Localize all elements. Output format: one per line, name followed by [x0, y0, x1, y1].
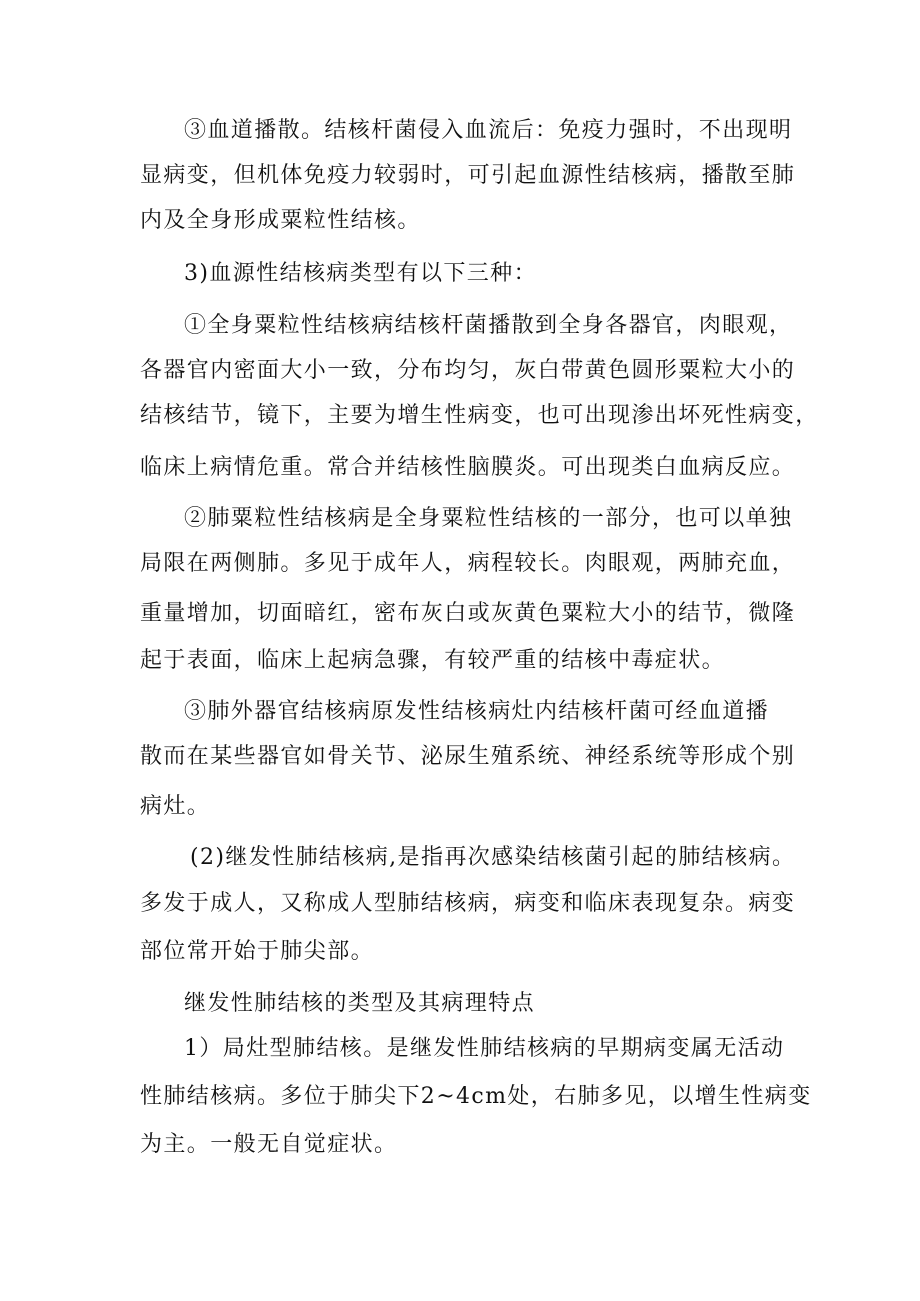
paragraph-line: 3)血源性结核病类型有以下三种：	[184, 261, 537, 286]
paragraph-line: 各器官内密面大小一致，分布均匀，灰白带黄色圆形粟粒大小的	[140, 358, 796, 383]
paragraph-line: 散而在某些器官如骨关节、泌尿生殖系统、神经系统等形成个别	[140, 744, 796, 769]
paragraph-line: (2)继发性肺结核病,是指再次感染结核菌引起的肺结核病。	[190, 845, 796, 870]
paragraph-line: 结核结节，镜下，主要为增生性病变，也可出现渗出坏死性病变，	[140, 403, 819, 428]
section-heading: 继发性肺结核的类型及其病理特点	[184, 991, 536, 1016]
paragraph-line: 为主。一般无自觉症状。	[140, 1132, 398, 1157]
paragraph-line: 多发于成人，又称成人型肺结核病，病变和临床表现复杂。病变	[140, 891, 796, 916]
paragraph-line: ①全身粟粒性结核病结核杆菌播散到全身各器官，肉眼观，	[184, 313, 793, 338]
paragraph-line: ②肺粟粒性结核病是全身粟粒性结核的一部分，也可以单独	[184, 506, 793, 531]
paragraph-line: 内及全身形成粟粒性结核。	[140, 208, 421, 233]
paragraph-line: 显病变，但机体免疫力较弱时，可引起血源性结核病，播散至肺	[140, 163, 796, 188]
paragraph-line: 1）局灶型肺结核。是继发性肺结核病的早期病变属无活动	[184, 1036, 785, 1061]
paragraph-line: 重量增加，切面暗红，密布灰白或灰黄色粟粒大小的结节，微隆	[140, 601, 796, 626]
paragraph-line: 部位常开始于肺尖部。	[140, 939, 375, 964]
paragraph-line: 局限在两侧肺。多见于成年人，病程较长。肉眼观，两肺充血，	[140, 551, 796, 576]
paragraph-line: 临床上病情危重。常合并结核性脑膜炎。可出现类白血病反应。	[140, 455, 796, 480]
paragraph-line: 性肺结核病。多位于肺尖下2~4cm处，右肺多见，以增生性病变	[140, 1084, 812, 1109]
paragraph-line: ③肺外器官结核病原发性结核病灶内结核杆菌可经血道播	[184, 699, 770, 724]
paragraph-line: 病灶。	[140, 794, 211, 819]
paragraph-line: 起于表面，临床上起病急骤，有较严重的结核中毒症状。	[140, 648, 726, 673]
paragraph-line: ③血道播散。结核杆菌侵入血流后：免疫力强时，不出现明	[184, 118, 793, 143]
